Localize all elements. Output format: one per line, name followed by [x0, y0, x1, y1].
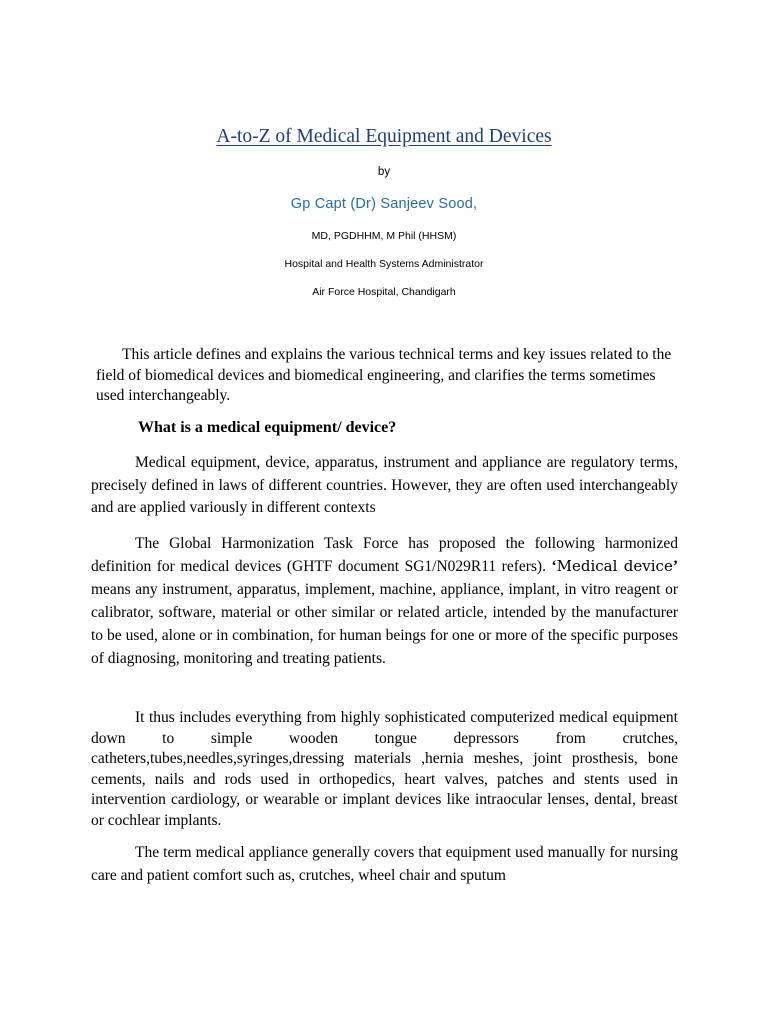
section-heading: What is a medical equipment/ device? — [138, 419, 397, 436]
paragraph-includes-text: It thus includes everything from highly sophisticated computerized medical equipment down to simple wooden tongue depressors from crutches, catheters,tubes,needles,syringes,dressing materials ,hernia meshes, joint prosthesis, bone cements, nails and rods used in orthopedics, heart valves, patches and stents used in intervention cardiology, or wearable or implant devices like intraocular lenses, dental, breast or cochlear implants. — [91, 709, 678, 829]
term-word: Medical device — [556, 557, 673, 576]
author-name: Gp Capt (Dr) Sanjeev Sood, — [290, 196, 478, 212]
paragraph-appliance — [91, 842, 678, 887]
author-role: Hospital and Health Systems Administrator — [284, 258, 484, 270]
paragraph-appliance-text: The term medical appliance generally covers that equipment used manually for nursing care and patient comfort such as, crutches, wheel chair and sputum — [91, 844, 678, 884]
paragraph-definitions — [91, 452, 678, 520]
paragraph-ghtf — [91, 532, 678, 671]
intro-paragraph — [96, 345, 686, 407]
author-qualifications: MD, PGDHHM, M Phil (HHSM) — [311, 230, 457, 242]
paragraph-includes — [91, 708, 678, 831]
byline-label: by — [377, 166, 391, 178]
term-close-quote: ’ — [672, 558, 679, 576]
term-open-quote: ‘ — [551, 558, 557, 576]
paragraph-ghtf-definition: means any instrument, apparatus, implement, machine, appliance, implant, in vitro reagent or calibrator, software, material or other similar or related article, intended by the manufacturer to be used, alone or in combination, for human beings for one or more of the specific purposes of diagnosing, monitoring and treating patients. — [91, 581, 678, 668]
medical-device-term — [551, 558, 678, 575]
intro-text: This article defines and explains the various technical terms and key issues related to the field of biomedical devices and biomedical engineering, and clarifies the terms sometimes used interchangeably. — [96, 346, 672, 404]
document-title: A-to-Z of Medical Equipment and Devices — [216, 126, 552, 147]
paragraph-ghtf-text: The Global Harmonization Task Force has proposed the following harmonized definition for medical devices (GHTF document SG1/N029R11 refers). — [91, 535, 678, 576]
paragraph-definitions-text: Medical equipment, device, apparatus, instrument and appliance are regulatory terms, precisely defined in laws of different countries. However, they are often used interchangeably and are applied variously in different contexts — [91, 454, 678, 516]
author-affiliation: Air Force Hospital, Chandigarh — [312, 286, 456, 298]
